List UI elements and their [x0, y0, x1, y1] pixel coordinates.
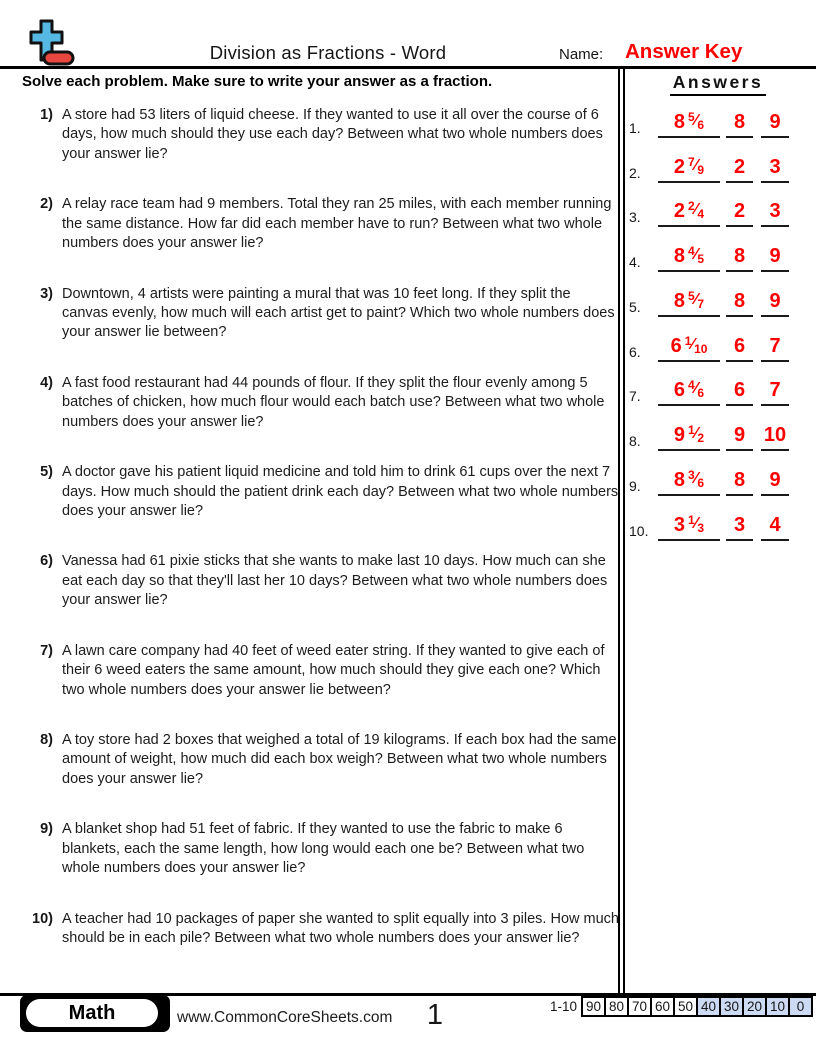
score-cell-90: 90	[581, 996, 606, 1017]
problem-row-1	[22, 106, 620, 195]
answer-blank-high: 9	[761, 469, 789, 496]
answers-heading: Answers	[620, 72, 816, 96]
answer-blank-high: 3	[761, 200, 789, 227]
answer-blank-high: 9	[761, 245, 789, 272]
website-url: www.CommonCoreSheets.com	[177, 1009, 393, 1026]
problem-row-2	[22, 195, 620, 284]
answer-fraction: 3 $^1$⁄3	[673, 512, 705, 536]
problem-number: 7)	[40, 642, 53, 659]
answer-blank-fraction	[658, 199, 720, 227]
problem-text: A fast food restaurant had 44 pounds of flour. If they split the flour evenly among 5 batches of chicken, how much flour would each batch use? Between what two whole numbers does your answer lie?	[62, 374, 605, 430]
problem-row-10	[22, 910, 620, 999]
problem-number: 10)	[32, 910, 53, 927]
problem-number: 8)	[40, 732, 53, 749]
subject-badge-label: Math	[26, 999, 158, 1027]
answer-fraction: 6 $^4$⁄6	[673, 378, 705, 402]
answer-fraction: 9 $^1$⁄2	[673, 423, 705, 446]
problem-text: A lawn care company had 40 feet of weed eater string. If they wanted to give each of their 6 weed eaters the same amount, how much should they give each one? Which two whole numbers does your answer lie between?	[62, 642, 605, 698]
problem-list	[22, 106, 620, 999]
answer-number: 10.	[629, 522, 649, 539]
answer-blank-fraction	[658, 155, 720, 183]
problem-row-4	[22, 374, 620, 463]
answer-blank-fraction	[658, 110, 720, 138]
problem-row-6	[22, 552, 620, 641]
answer-row-8	[620, 406, 816, 451]
problem-row-9	[22, 820, 620, 909]
answer-row-2	[620, 138, 816, 183]
answer-fraction: 6 $^1$⁄10	[670, 333, 708, 357]
problem-number: 5)	[40, 464, 53, 481]
problem-text: A blanket shop had 51 feet of fabric. If they wanted to use the fabric to make 6 blankets, each the same length, how long would each one be? Between what two whole numbers does your answer lie?	[62, 821, 585, 877]
answer-blank-high: 10	[761, 424, 789, 451]
score-cell-0: 0	[788, 996, 813, 1017]
answer-blank-high: 7	[761, 335, 789, 362]
answer-fraction: 8 $^5$⁄6	[673, 109, 705, 133]
answer-blank-fraction	[658, 513, 720, 541]
answer-blank-high: 4	[761, 514, 789, 541]
answer-blank-low: 8	[726, 111, 753, 138]
answer-row-4	[620, 227, 816, 272]
problem-row-3	[22, 285, 620, 374]
answer-fraction: 2 $^7$⁄9	[673, 154, 705, 178]
problem-text: A store had 53 liters of liquid cheese. If they wanted to use it all over the course of 6 days, how much should they use each day? Between what two whole numbers does your answer lie?	[62, 107, 603, 162]
answer-number: 8.	[629, 433, 641, 449]
answer-blank-fraction	[658, 468, 720, 496]
score-cell-40: 40	[696, 996, 721, 1017]
answer-number: 2.	[629, 164, 641, 181]
answer-blank-fraction	[658, 289, 720, 317]
answer-blank-low: 6	[726, 335, 753, 362]
answer-row-9	[620, 451, 816, 496]
answers-column	[620, 93, 816, 541]
answer-number: 1.	[629, 119, 641, 136]
answer-row-7	[620, 362, 816, 407]
score-cell-70: 70	[627, 996, 652, 1017]
score-grid	[550, 996, 813, 1017]
answer-blank-low: 8	[726, 469, 753, 496]
answer-key-label: Answer Key	[625, 40, 743, 63]
answer-blank-fraction	[658, 244, 720, 272]
score-cell-30: 30	[719, 996, 744, 1017]
answer-fraction: 8 $^5$⁄7	[673, 288, 705, 312]
problem-row-7	[22, 642, 620, 731]
answer-number: 4.	[629, 254, 641, 270]
answer-blank-low: 3	[726, 514, 753, 541]
problem-number: 2)	[40, 196, 53, 213]
answer-row-3	[620, 183, 816, 228]
problem-row-8	[22, 731, 620, 820]
problem-text: A doctor gave his patient liquid medicine and told him to drink 61 cups over the next 7 days. How much should the patient drink each day? Between what two whole numbers does your answer lie?	[62, 464, 619, 519]
answer-blank-fraction	[658, 334, 720, 362]
problem-number: 6)	[40, 553, 53, 570]
answer-blank-low: 8	[726, 290, 753, 317]
answer-blank-low: 2	[726, 200, 753, 227]
answer-blank-fraction	[658, 378, 720, 406]
answer-blank-fraction	[658, 423, 720, 451]
score-range-label: 1-10	[549, 999, 577, 1014]
score-cell-80: 80	[604, 996, 629, 1017]
problem-number: 9)	[40, 821, 53, 838]
problem-number: 3)	[40, 285, 53, 302]
answer-number: 7.	[629, 388, 641, 405]
score-cell-50: 50	[673, 996, 698, 1017]
score-cell-20: 20	[742, 996, 767, 1017]
header-rule	[0, 66, 816, 69]
answer-row-10	[620, 496, 816, 541]
problem-text: Downtown, 4 artists were painting a mural that was 10 feet long. If they split the canvas evenly, how much will each artist get to paint? Which two whole numbers does your answer lie between?	[62, 285, 615, 341]
answer-blank-high: 3	[761, 156, 789, 183]
problem-text: A toy store had 2 boxes that weighed a total of 19 kilograms. If each box had the same amount of weight, how much did each box weigh? Between what two whole numbers does your answer lie?	[62, 732, 617, 787]
score-cell-10: 10	[765, 996, 790, 1017]
problem-text: A teacher had 10 packages of paper she wanted to split equally into 3 piles. How much should be in each pile? Between what two whole numbers does your answer lie?	[62, 910, 619, 947]
name-label: Name:	[559, 46, 604, 63]
problem-row-5	[22, 463, 620, 552]
answer-blank-low: 9	[726, 424, 753, 451]
worksheet-title: Division as Fractions - Word	[209, 42, 447, 63]
subject-badge	[20, 995, 170, 1032]
problem-text: Vanessa had 61 pixie sticks that she wants to make last 10 days. How much can she eat each day so that they'll last her 10 days? Between what two whole numbers does your answer lie?	[62, 553, 608, 609]
answer-blank-high: 9	[761, 290, 789, 317]
answer-number: 3.	[629, 209, 641, 226]
answer-blank-low: 8	[726, 245, 753, 272]
answer-blank-high: 7	[761, 379, 789, 406]
instructions-text: Solve each problem. Make sure to write your answer as a fraction.	[22, 73, 493, 90]
answer-number: 9.	[629, 477, 641, 494]
answer-fraction: 8 $^4$⁄5	[673, 244, 705, 267]
answer-number: 5.	[629, 298, 641, 315]
answer-fraction: 8 $^3$⁄6	[673, 467, 705, 491]
answer-blank-high: 9	[761, 111, 789, 138]
problem-number: 1)	[40, 107, 53, 123]
page-number: 1	[426, 999, 444, 1031]
answer-blank-low: 2	[726, 156, 753, 183]
answer-blank-low: 6	[726, 379, 753, 406]
answer-row-5	[620, 272, 816, 317]
answer-fraction: 2 $^2$⁄4	[673, 199, 705, 223]
answer-row-1	[620, 93, 816, 138]
problem-text: A relay race team had 9 members. Total they ran 25 miles, with each member running the same distance. How far did each member have to run? Between what two whole numbers does your answer lie?	[62, 196, 612, 252]
answer-number: 6.	[629, 343, 641, 360]
answer-row-6	[620, 317, 816, 362]
problem-number: 4)	[40, 374, 53, 391]
score-cells	[583, 996, 813, 1017]
score-cell-60: 60	[650, 996, 675, 1017]
